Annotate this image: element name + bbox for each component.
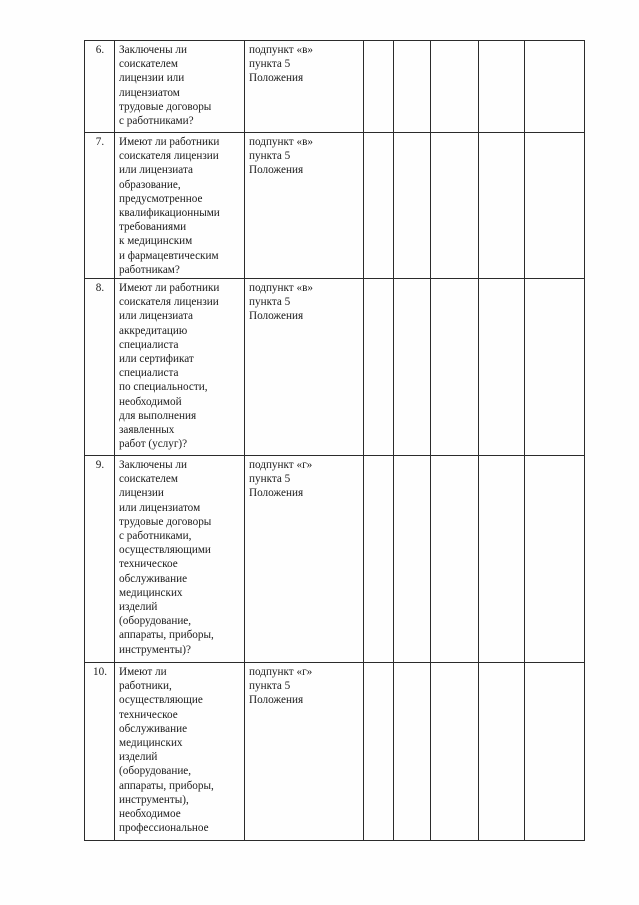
reference-cell <box>245 279 364 456</box>
question-text: медицинских <box>119 737 183 750</box>
answer-cell-no[interactable] <box>394 279 431 456</box>
question-text: лицензии или <box>119 72 185 85</box>
question-text: требованиями <box>119 221 187 234</box>
checklist-table <box>84 40 585 841</box>
notes-cell[interactable] <box>525 663 585 841</box>
question-text: лицензиатом <box>119 86 180 99</box>
reference-text: пункта 5 <box>249 296 291 309</box>
answer-cell-no[interactable] <box>394 663 431 841</box>
reference-text: Положения <box>249 487 304 500</box>
table-row <box>85 279 585 456</box>
question-text: необходимое <box>119 808 181 821</box>
answer-cell-extra[interactable] <box>479 41 525 133</box>
question-text: или лицензиатом <box>119 501 201 514</box>
question-text: осуществляющие <box>119 694 203 707</box>
row-number: 9. <box>95 459 105 472</box>
answer-cell-na[interactable] <box>431 133 479 279</box>
question-text: изделий <box>119 601 158 614</box>
question-text: и фармацевтическим <box>119 249 219 262</box>
row-number: 7. <box>95 136 105 148</box>
row-number-cell <box>85 41 115 133</box>
answer-cell-extra[interactable] <box>479 663 525 841</box>
row-number: 8. <box>95 282 105 295</box>
row-number-cell <box>85 663 115 841</box>
question-text: профессиональное <box>119 822 209 835</box>
question-cell <box>115 41 245 133</box>
answer-cell-yes[interactable] <box>364 41 394 133</box>
notes-cell[interactable] <box>525 133 585 279</box>
question-text: образование, <box>119 178 181 191</box>
reference-cell <box>245 456 364 663</box>
question-text: соискателя лицензии <box>119 296 219 309</box>
question-text: Имеют ли работники <box>119 136 220 148</box>
answer-cell-no[interactable] <box>394 41 431 133</box>
reference-text: подпункт «в» <box>249 136 313 148</box>
answer-cell-no[interactable] <box>394 456 431 663</box>
answer-cell-yes[interactable] <box>364 133 394 279</box>
question-text: осуществляющими <box>119 544 211 557</box>
notes-cell[interactable] <box>525 456 585 663</box>
table-row <box>85 663 585 841</box>
reference-text: Положения <box>249 72 304 85</box>
reference-cell <box>245 133 364 279</box>
table-row <box>85 41 585 133</box>
question-text: для выполнения <box>119 409 197 422</box>
answer-cell-na[interactable] <box>431 279 479 456</box>
reference-text: подпункт «в» <box>249 282 313 295</box>
row-number: 6. <box>95 44 105 56</box>
question-text: аппараты, приборы, <box>119 629 214 642</box>
question-text: или лицензиата <box>119 164 193 177</box>
question-text: или лицензиата <box>119 310 193 323</box>
reference-text: Положения <box>249 694 304 707</box>
question-text: работникам? <box>119 263 180 276</box>
question-text: специалиста <box>119 367 179 380</box>
question-text: изделий <box>119 751 158 764</box>
question-text: по специальности, <box>119 381 208 394</box>
notes-cell[interactable] <box>525 279 585 456</box>
question-text: техническое <box>119 558 178 571</box>
question-text: аккредитацию <box>119 324 188 337</box>
question-text: соискателем <box>119 473 178 486</box>
answer-cell-extra[interactable] <box>479 279 525 456</box>
question-text: работники, <box>119 680 172 693</box>
question-text: Имеют ли <box>119 666 167 679</box>
question-text: работ (услуг)? <box>119 438 188 451</box>
reference-text: подпункт «в» <box>249 44 313 56</box>
question-text: соискателя лицензии <box>119 150 219 163</box>
question-text: (оборудование, <box>119 615 192 628</box>
question-text: инструменты), <box>119 793 189 806</box>
question-text: к медицинским <box>119 235 193 248</box>
reference-cell <box>245 663 364 841</box>
reference-text: пункта 5 <box>249 473 291 486</box>
reference-text: подпункт «г» <box>249 666 313 679</box>
question-text: или сертификат <box>119 353 194 366</box>
row-number-cell <box>85 133 115 279</box>
question-text: заявленных <box>119 424 175 437</box>
question-cell <box>115 456 245 663</box>
question-text: квалификационными <box>119 207 220 220</box>
question-text: с работниками? <box>119 115 194 128</box>
question-text: лицензии <box>119 487 164 500</box>
question-text: соискателем <box>119 58 178 71</box>
question-cell <box>115 663 245 841</box>
row-number-cell <box>85 279 115 456</box>
question-text: трудовые договоры <box>119 100 212 113</box>
question-cell <box>115 279 245 456</box>
row-number: 10. <box>93 666 107 679</box>
question-text: обслуживание <box>119 722 188 735</box>
question-cell <box>115 133 245 279</box>
question-text: инструменты)? <box>119 643 191 656</box>
question-text: обслуживание <box>119 572 188 585</box>
answer-cell-yes[interactable] <box>364 279 394 456</box>
reference-text: Положения <box>249 310 304 323</box>
question-text: специалиста <box>119 338 179 351</box>
question-text: аппараты, приборы, <box>119 779 214 792</box>
question-text: техническое <box>119 708 178 721</box>
table-row <box>85 456 585 663</box>
answer-cell-yes[interactable] <box>364 456 394 663</box>
table-row <box>85 133 585 279</box>
reference-cell <box>245 41 364 133</box>
question-text: предусмотренное <box>119 192 203 205</box>
answer-cell-extra[interactable] <box>479 456 525 663</box>
answer-cell-no[interactable] <box>394 133 431 279</box>
question-text: необходимой <box>119 395 182 408</box>
answer-cell-yes[interactable] <box>364 663 394 841</box>
reference-text: пункта 5 <box>249 150 291 163</box>
reference-text: подпункт «г» <box>249 459 313 472</box>
question-text: Имеют ли работники <box>119 282 220 295</box>
answer-cell-extra[interactable] <box>479 133 525 279</box>
answer-cell-na[interactable] <box>431 456 479 663</box>
question-text: Заключены ли <box>119 459 187 472</box>
reference-text: Положения <box>249 164 304 177</box>
answer-cell-na[interactable] <box>431 41 479 133</box>
row-number-cell <box>85 456 115 663</box>
question-text: медицинских <box>119 586 183 599</box>
reference-text: пункта 5 <box>249 680 291 693</box>
question-text: Заключены ли <box>119 44 187 56</box>
question-text: с работниками, <box>119 530 192 543</box>
notes-cell[interactable] <box>525 41 585 133</box>
question-text: трудовые договоры <box>119 515 212 528</box>
reference-text: пункта 5 <box>249 58 291 71</box>
answer-cell-na[interactable] <box>431 663 479 841</box>
question-text: (оборудование, <box>119 765 192 778</box>
